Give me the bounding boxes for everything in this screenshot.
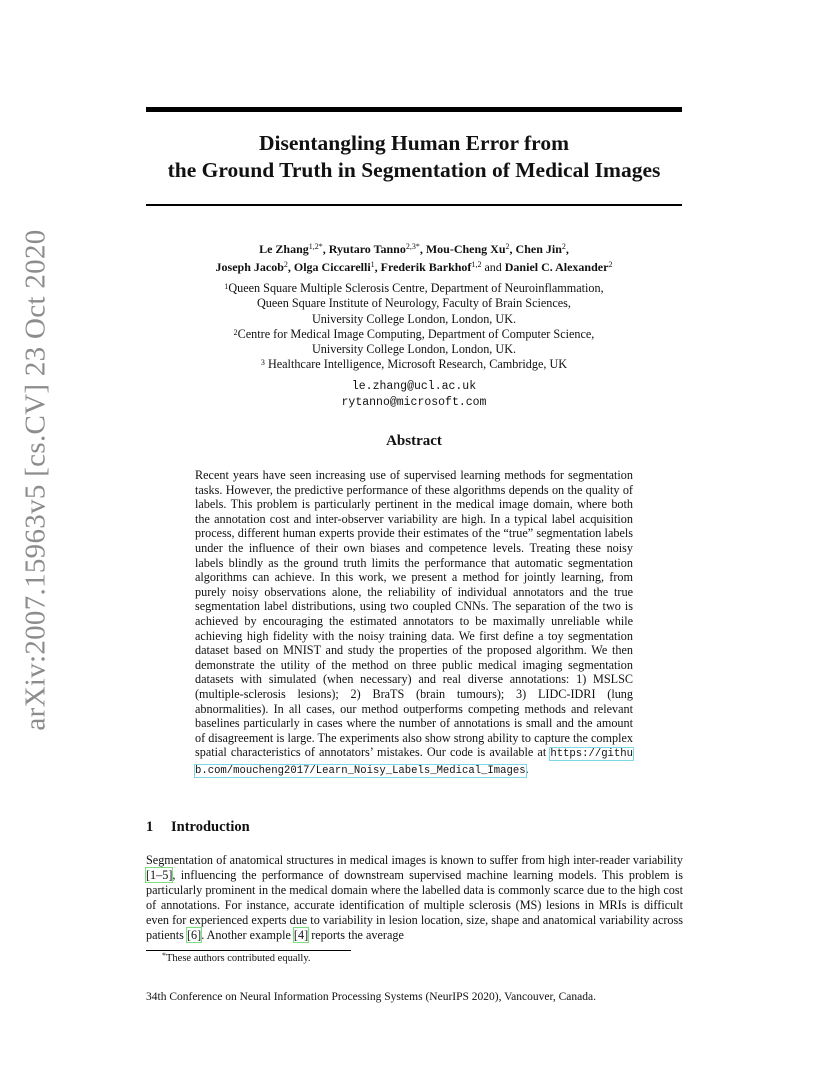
abstract-heading: Abstract xyxy=(386,433,442,449)
title-line-1: Disentangling Human Error from xyxy=(259,131,569,155)
author-line-2: Joseph Jacob$^2$, Olga Ciccarelli$^1$, Frederik Barkhof$^{1,2}$ and Daniel C. Alexander$^2$ xyxy=(215,260,613,274)
author-affil: 1,2 xyxy=(471,260,482,269)
abstract-end: . xyxy=(525,761,529,776)
intro-text: Segmentation of anatomical structures in medical images is known to suffer from high inter-reader variability xyxy=(146,853,683,867)
email-2[interactable]: rytanno@microsoft.com xyxy=(341,396,487,409)
arxiv-id: arXiv:2007.15963v5 [cs.CV] 23 Oct 2020 xyxy=(19,229,52,731)
title-line-2: the Ground Truth in Segmentation of Medical Images xyxy=(167,158,661,182)
author-affil: 2 xyxy=(561,242,566,251)
author-emails xyxy=(146,379,682,411)
affiliation-3-line-1 xyxy=(146,357,682,372)
citation-link[interactable]: [4] xyxy=(293,928,309,942)
affiliations xyxy=(146,281,682,373)
author-name: Joseph Jacob xyxy=(215,260,284,274)
affiliation-1-line-2: Queen Square Institute of Neurology, Faculty of Brain Sciences, xyxy=(257,296,571,311)
author-affil: 1 xyxy=(370,260,375,269)
introduction-paragraph xyxy=(146,853,683,943)
affiliation-1-line-1 xyxy=(146,281,682,296)
affiliation-1-line-3: University College London, London, UK. xyxy=(311,311,517,326)
author-name: Ryutaro Tanno xyxy=(328,242,406,256)
intro-text: reports the average xyxy=(308,928,404,942)
footnote xyxy=(162,953,311,964)
intro-text: . Another example xyxy=(201,928,294,942)
affil-text: Healthcare Intelligence, Microsoft Research, Cambridge, UK xyxy=(264,357,568,372)
paper-title xyxy=(146,130,682,184)
author-line-1: Le Zhang$^{1,2*}$, Ryutaro Tanno$^{2,3*}$, Mou-Cheng Xu$^2$, Chen Jin$^2$, xyxy=(259,242,569,256)
citation-link[interactable]: [1–5] xyxy=(146,868,173,882)
author-affil: 2 xyxy=(283,260,288,269)
affil-text: Centre for Medical Image Computing, Department of Computer Science, xyxy=(237,326,595,341)
footnote-marker: * xyxy=(162,951,166,960)
author-and: and xyxy=(484,260,502,274)
author-name: Daniel C. Alexander xyxy=(504,260,609,274)
citation-link[interactable]: [6] xyxy=(186,928,202,942)
affil-marker: 1 xyxy=(224,282,229,291)
author-affil: 2 xyxy=(505,242,510,251)
author-name: Mou-Cheng Xu xyxy=(425,242,506,256)
title-top-rule xyxy=(146,107,682,112)
conference-footer: 34th Conference on Neural Information Processing Systems (NeurIPS 2020), Vancouver, Canada. xyxy=(146,991,596,1003)
author-name: Le Zhang xyxy=(259,242,309,256)
section-title: Introduction xyxy=(171,819,250,835)
code-repository-link[interactable]: https://github.com/moucheng2017/Learn_Noisy_Labels_Medical_Images xyxy=(195,748,633,777)
author-affil: 2,3* xyxy=(405,242,420,251)
affiliation-2-line-2: University College London, London, UK. xyxy=(311,342,517,357)
author-name: Frederik Barkhof xyxy=(380,260,472,274)
email-1[interactable]: le.zhang@ucl.ac.uk xyxy=(351,380,477,393)
affil-marker: 2 xyxy=(233,327,238,337)
author-list xyxy=(146,240,682,276)
abstract-body xyxy=(195,468,633,778)
footnote-rule xyxy=(146,950,351,951)
affil-marker: 3 xyxy=(260,358,265,368)
section-heading-introduction xyxy=(146,819,250,836)
affiliation-2-line-1 xyxy=(146,327,682,342)
footnote-text: These authors contributed equally. xyxy=(166,953,311,964)
author-affil: 1,2* xyxy=(308,242,323,251)
title-bottom-rule xyxy=(146,204,682,206)
affil-text: Queen Square Multiple Sclerosis Centre, Department of Neuroinflammation, xyxy=(228,281,604,295)
author-affil: 2 xyxy=(608,260,613,269)
author-name: Olga Ciccarelli xyxy=(293,260,371,274)
section-number: 1 xyxy=(146,819,154,835)
abstract-text: Recent years have seen increasing use of supervised learning methods for segmentation tasks. However, the predictive performance of these algorithms depends on the quality of labels. This problem is particularly pertinent in the medical image domain, where both the annotation cost and inter-observer variability are high. In a typical label acquisition process, different human experts provide their estimates of the “true” segmentation labels under the influence of their own biases and competence levels. Treating these noisy labels blindly as the ground truth limits the performance that automatic segmentation algorithms can achieve. In this work, we present a method for jointly learning, from purely noisy observations alone, the reliability of individual annotators and the true segmentation label distributions, using two coupled CNNs. The separation of the two is achieved by encouraging the estimated annotators to be maximally unreliable while achieving high fidelity with the noisy training data. We first define a toy segmentation dataset based on MNIST and study the properties of the proposed algorithm. We then demonstrate the utility of the method on three public medical imaging segmentation datasets with simulated (when necessary) and real diverse annotations: 1) MSLSC (multiple-sclerosis lesions); 2) BraTS (brain tumours); 3) LIDC-IDRI (lung abnormalities). In all cases, our method outperforms competing methods and relevant baselines particularly in cases where the number of annotations is small and the amount of disagreement is large. The experiments also show strong ability to capture the complex spatial characteristics of annotators’ mistakes. Our code is available at xyxy=(195,468,633,760)
author-name: Chen Jin xyxy=(515,242,562,256)
intro-text: , influencing the performance of downstream supervised machine learning models. This problem is particularly prominent in the medical domain where the labelled data is commonly scarce due to the high cost of annotations. For instance, accurate identification of multiple sclerosis (MS) lesions in MRIs is difficult even for experienced experts due to variability in lesion location, size, shape and anatomical variability across patients xyxy=(146,868,683,942)
